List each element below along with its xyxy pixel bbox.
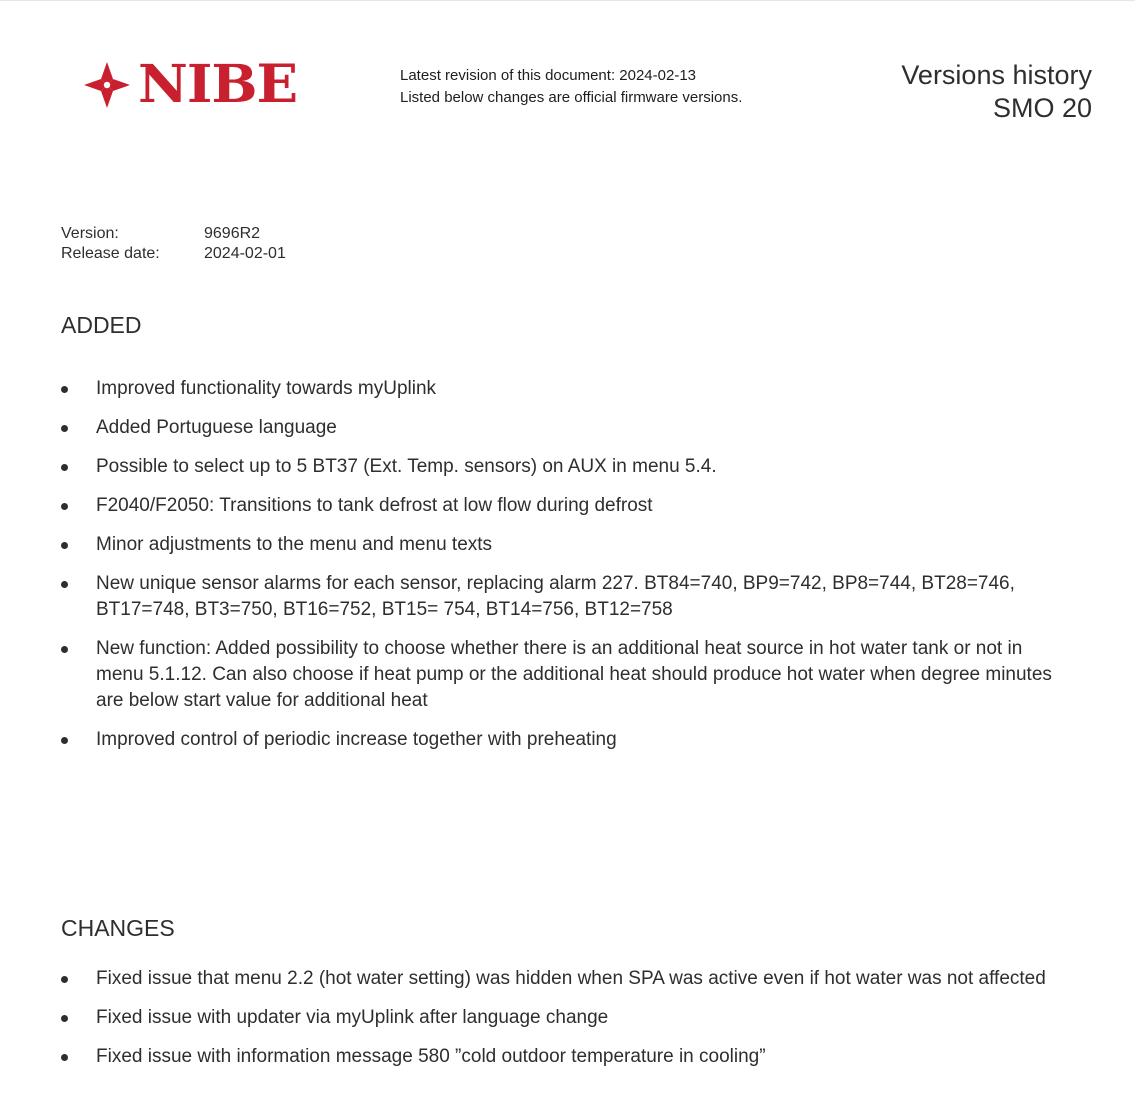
bullet-icon <box>61 737 68 744</box>
version-row <box>61 224 286 244</box>
bullet-icon <box>61 503 68 510</box>
changes-list <box>61 966 1071 1083</box>
list-item <box>61 415 1071 441</box>
list-item-text: Fixed issue that menu 2.2 (hot water setting) was hidden when SPA was active even if hot water was not affected <box>96 968 1046 989</box>
nibe-star-icon <box>82 60 132 110</box>
list-item <box>61 493 1071 519</box>
bullet-icon <box>61 425 68 432</box>
bullet-icon <box>61 581 68 588</box>
bullet-icon <box>61 1054 68 1061</box>
list-item <box>61 376 1071 402</box>
bullet-icon <box>61 464 68 471</box>
list-item-text: Fixed issue with information message 580 ”cold outdoor temperature in cooling” <box>96 1046 766 1067</box>
bullet-icon <box>61 386 68 393</box>
title-line: Versions history <box>901 60 1092 90</box>
list-item-text: Possible to select up to 5 BT37 (Ext. Temp. sensors) on AUX in menu 5.4. <box>96 456 717 477</box>
list-item-text: F2040/F2050: Transitions to tank defrost at low flow during defrost <box>96 495 653 516</box>
revision-info <box>400 65 742 109</box>
revision-note: Listed below changes are official firmware versions. <box>400 89 743 106</box>
changes-heading: CHANGES <box>61 915 175 941</box>
list-item-text: Improved control of periodic increase together with preheating <box>96 729 617 750</box>
list-item <box>61 454 1071 480</box>
bullet-icon <box>61 1015 68 1022</box>
document-title <box>901 59 1092 125</box>
list-item-text: Minor adjustments to the menu and menu texts <box>96 534 493 555</box>
version-label: Version: <box>61 225 119 242</box>
list-item <box>61 727 1071 753</box>
added-heading: ADDED <box>61 312 142 338</box>
release-date-label: Release date: <box>61 245 160 262</box>
list-item <box>61 1005 1071 1031</box>
list-item-text: Improved functionality towards myUplink <box>96 378 437 399</box>
bullet-icon <box>61 976 68 983</box>
revision-date: Latest revision of this document: 2024-02-13 <box>400 67 697 84</box>
nibe-logo <box>82 54 298 115</box>
list-item <box>61 532 1071 558</box>
list-item-text: Fixed issue with updater via myUplink after language change <box>96 1007 609 1028</box>
bullet-icon <box>61 542 68 549</box>
list-item-text: New unique sensor alarms for each sensor, replacing alarm 227. BT84=740, BP9=742, BP8=744, BT28=746, BT17=748, BT3=750, BT16=752, BT15= 754, BT14=756, BT12=758 <box>96 573 1015 620</box>
logo-wordmark: NIBE <box>138 54 298 115</box>
version-meta <box>61 224 286 264</box>
bullet-icon <box>61 646 68 653</box>
release-date-value: 2024-02-01 <box>204 245 286 262</box>
list-item <box>61 1044 1071 1070</box>
product-name: SMO 20 <box>992 93 1092 123</box>
list-item <box>61 571 1071 623</box>
added-list <box>61 376 1071 766</box>
release-date-row <box>61 244 286 264</box>
version-value: 9696R2 <box>204 225 261 242</box>
list-item <box>61 966 1071 992</box>
list-item <box>61 636 1071 714</box>
list-item-text: Added Portuguese language <box>96 417 337 438</box>
list-item-text: New function: Added possibility to choose whether there is an additional heat source in hot water tank or not in menu 5.1.12. Can also choose if heat pump or the additional heat should produce hot water when degree minutes are below start value for additional heat <box>96 638 1052 711</box>
